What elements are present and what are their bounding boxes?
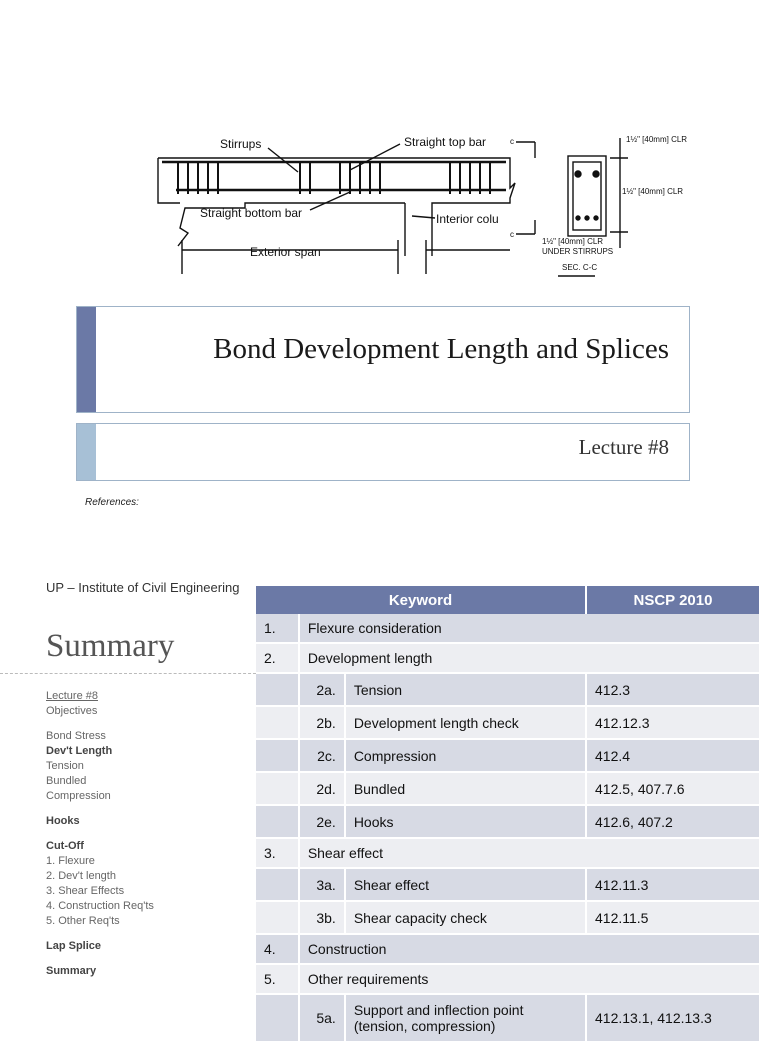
table-row	[256, 838, 760, 868]
row-keyword: Development length	[299, 643, 760, 673]
label-stirrups: Stirrups	[220, 137, 262, 151]
label-clr-mid: 1½" [40mm] CLR	[622, 187, 684, 196]
row-subnumber: 2b.	[299, 706, 345, 739]
nav-item[interactable]: 4. Construction Req'ts	[46, 900, 154, 912]
nav-spacer	[46, 929, 154, 939]
label-under-stirrups: UNDER STIRRUPS	[542, 247, 614, 256]
title-box	[76, 306, 690, 413]
label-straight-bottom-bar: Straight bottom bar	[200, 206, 303, 220]
nav-item[interactable]: Lap Splice	[46, 940, 102, 952]
header-nscp: NSCP 2010	[586, 586, 760, 614]
nav-item[interactable]: Summary	[46, 965, 97, 977]
nav-spacer	[46, 804, 154, 814]
nav-item[interactable]: Compression	[46, 790, 111, 802]
label-interior-column: Interior colu	[436, 212, 499, 226]
table-row	[256, 739, 760, 772]
row-subnumber: 5a.	[299, 994, 345, 1042]
label-exterior-span: Exterior span	[250, 245, 321, 259]
row-subnumber: 2a.	[299, 673, 345, 706]
nav-item[interactable]: 1. Flexure	[46, 855, 95, 867]
row-number: 4.	[256, 934, 299, 964]
row-number: 5.	[256, 964, 299, 994]
row-keyword: Other requirements	[299, 964, 760, 994]
lecture-title: Bond Development Length and Splices	[213, 333, 669, 365]
row-keyword: Shear effect	[345, 868, 586, 901]
label-c-bottom: c	[510, 230, 514, 239]
table-row	[256, 994, 760, 1042]
row-keyword: Support and inflection point (tension, compression)	[345, 994, 586, 1042]
nav-spacer	[46, 719, 154, 729]
nav-item[interactable]: Cut-Off	[46, 840, 84, 852]
keyword-table	[256, 586, 761, 1043]
heading-divider	[0, 673, 256, 674]
row-number	[256, 901, 299, 934]
row-nscp-code: 412.11.5	[586, 901, 760, 934]
nav-item[interactable]: Bundled	[46, 775, 87, 787]
table-row	[256, 772, 760, 805]
nav-item[interactable]: Objectives	[46, 705, 98, 717]
row-number: 1.	[256, 614, 299, 643]
table-row	[256, 643, 760, 673]
table-row	[256, 964, 760, 994]
row-nscp-code: 412.13.1, 412.13.3	[586, 994, 760, 1042]
row-number	[256, 739, 299, 772]
nav-item[interactable]: Bond Stress	[46, 730, 106, 742]
row-keyword: Development length check	[345, 706, 586, 739]
summary-slide	[0, 570, 768, 1034]
row-nscp-code: 412.5, 407.7.6	[586, 772, 760, 805]
row-keyword: Flexure consideration	[299, 614, 760, 643]
label-clr-bottom: 1½" [40mm] CLR	[542, 237, 604, 246]
row-keyword: Shear effect	[299, 838, 760, 868]
row-keyword: Construction	[299, 934, 760, 964]
row-number: 2.	[256, 643, 299, 673]
row-nscp-code: 412.3	[586, 673, 760, 706]
label-c-top: c	[510, 137, 514, 146]
row-number	[256, 805, 299, 838]
lecture-number: Lecture #8	[578, 435, 669, 459]
subtitle-accent-bar	[77, 424, 96, 480]
row-keyword: Compression	[345, 739, 586, 772]
row-number	[256, 772, 299, 805]
nav-item[interactable]: Tension	[46, 760, 84, 772]
summary-heading: Summary	[46, 628, 175, 664]
references-label: References:	[85, 497, 139, 508]
table-row	[256, 901, 760, 934]
row-number: 3.	[256, 838, 299, 868]
nav-item[interactable]: Dev't Length	[46, 745, 113, 757]
title-accent-bar	[77, 307, 96, 412]
row-subnumber: 2d.	[299, 772, 345, 805]
nav-spacer	[46, 954, 154, 964]
table-row	[256, 614, 760, 643]
row-number	[256, 706, 299, 739]
row-nscp-code: 412.11.3	[586, 868, 760, 901]
row-number	[256, 994, 299, 1042]
nav-item[interactable]: 5. Other Req'ts	[46, 915, 120, 927]
nav-item[interactable]: Hooks	[46, 815, 80, 827]
table-header-row	[256, 586, 760, 614]
row-keyword: Tension	[345, 673, 586, 706]
institute-name: UP – Institute of Civil Engineering	[46, 580, 240, 595]
row-keyword: Hooks	[345, 805, 586, 838]
row-keyword: Bundled	[345, 772, 586, 805]
subtitle-box	[76, 423, 690, 481]
slide-navigation	[46, 689, 154, 979]
table-row	[256, 673, 760, 706]
row-subnumber: 3b.	[299, 901, 345, 934]
row-nscp-code: 412.6, 407.2	[586, 805, 760, 838]
row-nscp-code: 412.4	[586, 739, 760, 772]
nav-spacer	[46, 829, 154, 839]
row-subnumber: 3a.	[299, 868, 345, 901]
label-straight-top-bar: Straight top bar	[404, 135, 487, 149]
table-row	[256, 805, 760, 838]
row-keyword: Shear capacity check	[345, 901, 586, 934]
row-subnumber: 2e.	[299, 805, 345, 838]
table-row	[256, 706, 760, 739]
label-section: SEC. C-C	[562, 263, 598, 272]
header-keyword: Keyword	[256, 586, 586, 614]
label-clr-top: 1½" [40mm] CLR	[626, 135, 688, 144]
row-number	[256, 673, 299, 706]
nav-item[interactable]: Lecture #8	[46, 690, 98, 702]
nav-item[interactable]: 2. Dev't length	[46, 870, 116, 882]
nav-item[interactable]: 3. Shear Effects	[46, 885, 125, 897]
row-subnumber: 2c.	[299, 739, 345, 772]
table-row	[256, 934, 760, 964]
table-row	[256, 868, 760, 901]
row-nscp-code: 412.12.3	[586, 706, 760, 739]
beam-reinforcement-diagram	[150, 128, 690, 280]
row-number	[256, 868, 299, 901]
